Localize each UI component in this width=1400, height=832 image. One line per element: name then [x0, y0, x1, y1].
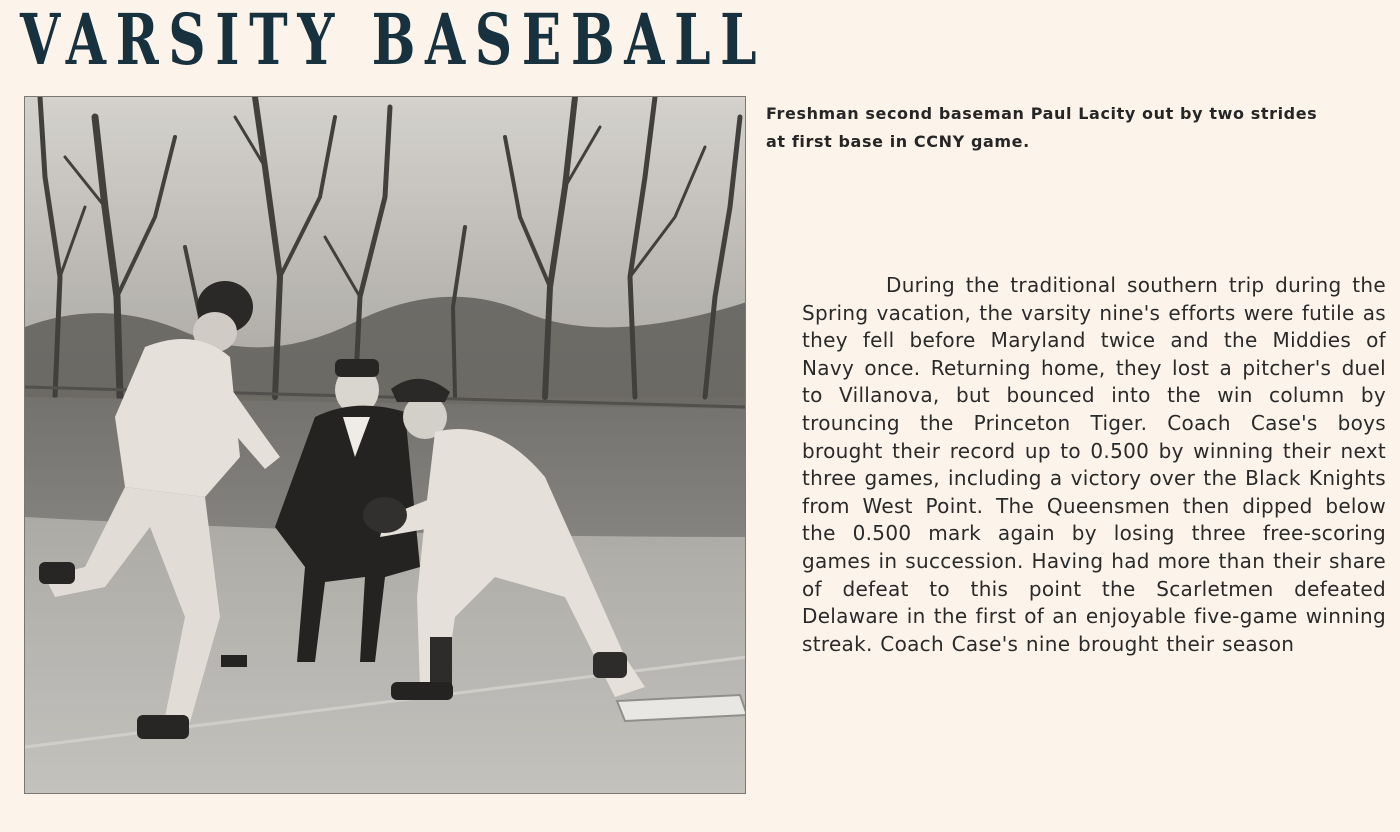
article-body: During the traditional southern trip during the Spring vacation, the varsity nine's efforts were futile as they fell before Maryland twice and the Middies of Navy once. Returning home, they lost a pitcher's duel to Villanova, but bounced into the win column by trouncing the Princeton Tiger. Coach Case's boys brought their record up to 0.500 by winning their next three games, including a victory over the Black Knights from West Point. The Queensmen then dipped below the 0.500 mark again by losing three free-scoring games in succession. Having had more than their share of defeat to this point the Scarletmen defeated Delaware in the first of an enjoyable five-game winning streak. Coach Case's nine brought their season	[802, 273, 1386, 656]
page-title: VARSITY BASEBALL	[20, 0, 767, 81]
baseball-photo	[24, 96, 746, 794]
photo-caption: Freshman second baseman Paul Lacity out by two strides at first base in CCNY game.	[766, 104, 1318, 151]
